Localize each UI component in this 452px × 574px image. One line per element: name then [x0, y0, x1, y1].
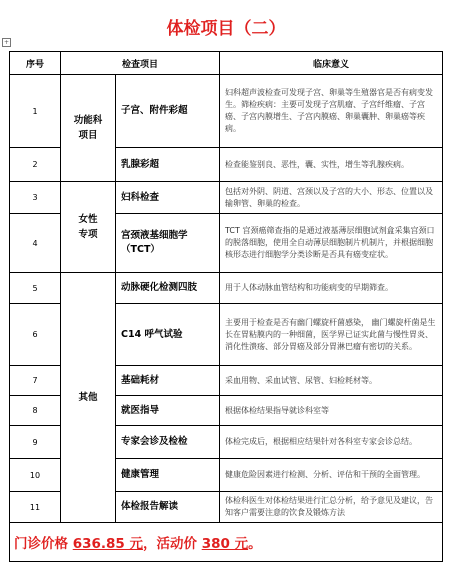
group-label-female: 女性专项 [61, 182, 116, 273]
row-number: 4 [10, 214, 61, 273]
row-number: 5 [10, 273, 61, 304]
header-item: 检查项目 [61, 52, 220, 75]
table-row [10, 273, 443, 304]
clinical-meaning: 体检科医生对体检结果进行汇总分析，给予意见及建议，告知客户需要注意的饮食及锻炼方法 [220, 492, 443, 523]
page-title: 体检项目（二） [166, 19, 286, 39]
clinical-meaning: 用于人体动脉血管结构和功能病变的早期筛查。 [220, 273, 443, 304]
clinical-meaning: 妇科超声波检查可发现子宫、卵巢等生殖器官是否有病变发生。筛检疾病：主要可发现子宫肌瘤、子宫纤维瘤、子宫癌、子宫内膜增生、子宫内膜癌、卵巢囊肿、卵巢癌等疾病。 [220, 75, 443, 148]
row-number: 6 [10, 304, 61, 366]
original-price: 636.85 元 [72, 536, 143, 552]
exam-item: 子宫、附件彩超 [116, 75, 220, 148]
clinical-meaning: TCT 宫颈癌筛查指的是通过液基薄层细胞试剂盒采集宫颈口的脱落细胞，使用全自动薄层细胞制片机制片，并根据细胞核形态进行细胞学分类诊断是否具有癌变症状。 [220, 214, 443, 273]
group-label-other: 其他 [61, 273, 116, 523]
table-anchor-icon[interactable]: + [3, 39, 10, 46]
exam-item: 基础耗材 [116, 366, 220, 396]
exam-item: 体检报告解读 [116, 492, 220, 523]
clinical-meaning: 健康危险因素进行检测、分析、评估和干预的全面管理。 [220, 459, 443, 492]
row-number: 10 [10, 459, 61, 492]
exam-item: 就医指导 [116, 396, 220, 426]
row-number: 9 [10, 426, 61, 459]
exam-item: 专家会诊及检检 [116, 426, 220, 459]
exam-item: 健康管理 [116, 459, 220, 492]
row-number: 3 [10, 182, 61, 214]
row-number: 1 [10, 75, 61, 148]
row-number: 7 [10, 366, 61, 396]
header-meaning: 临床意义 [220, 52, 443, 75]
price-row [10, 523, 443, 562]
exam-item: 乳腺彩超 [116, 148, 220, 182]
exam-item: C14 呼气试验 [116, 304, 220, 366]
group-label-function: 功能科项目 [61, 75, 116, 182]
exam-table [9, 51, 443, 562]
row-number: 11 [10, 492, 61, 523]
exam-item: 动脉硬化检测四肢 [116, 273, 220, 304]
clinical-meaning: 主要用于检查是否有幽门螺旋杆菌感染， 幽门螺旋杆菌是生长在胃粘膜内的一种细菌，医学界已证实此菌与慢性胃炎、消化性溃疡、部分胃癌及部分胃淋巴瘤有密切的关系。 [220, 304, 443, 366]
sale-price: 380 元 [201, 536, 249, 552]
row-number: 2 [10, 148, 61, 182]
clinical-meaning: 检查能鉴别良、恶性，囊、实性，增生等乳腺疾病。 [220, 148, 443, 182]
price-note: 门诊价格 636.85 元，活动价 380 元。 [10, 523, 443, 562]
clinical-meaning: 包括对外阴、阴道、宫颈以及子宫的大小、形态、位置以及输卵管、卵巢的检查。 [220, 182, 443, 214]
row-number: 8 [10, 396, 61, 426]
header-no: 序号 [10, 52, 61, 75]
table-header-row [10, 52, 443, 75]
clinical-meaning: 体检完成后，根据相应结果针对各科室专家会诊总结。 [220, 426, 443, 459]
clinical-meaning: 采血用物、采血试管、尿管、妇检耗材等。 [220, 366, 443, 396]
exam-item: 妇科检查 [116, 182, 220, 214]
exam-item: 宫颈液基细胞学（TCT） [116, 214, 220, 273]
clinical-meaning: 根据体检结果指导就诊科室等 [220, 396, 443, 426]
table-row [10, 75, 443, 148]
table-row [10, 182, 443, 214]
